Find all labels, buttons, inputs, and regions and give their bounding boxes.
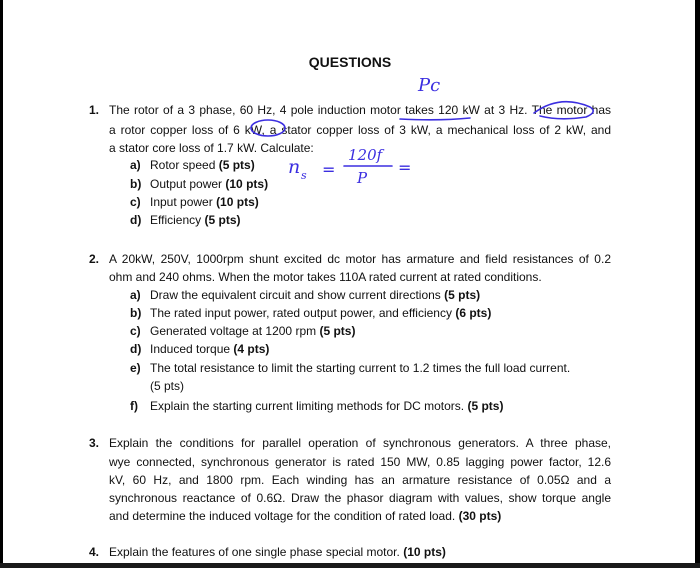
equals-sign-2: = — [398, 158, 412, 177]
right-border — [695, 0, 700, 568]
pc-annotation — [417, 75, 440, 96]
q1-item-b: b) Output power (10 pts) — [130, 177, 269, 191]
ns-subscript: s — [301, 169, 307, 182]
q1-item-d: d) Efficiency (5 pts) — [130, 213, 241, 227]
q1-item-c: c) Input power (10 pts) — [130, 195, 259, 209]
q4-line: Explain the features of one single phase special motor. (10 pts) — [109, 545, 446, 559]
q2-number: 2. — [89, 252, 100, 266]
q3-line-1: Explain the conditions for parallel operation of synchronous generators. A three phase, — [109, 436, 611, 450]
q2-item-f: f) Explain the starting current limiting methods for DC motors. (5 pts) — [130, 399, 504, 413]
q3-line-4: synchronous reactance of 0.6Ω. Draw the phasor diagram with values, show torque angle — [109, 491, 611, 505]
q2-item-e-pts: (5 pts) — [150, 379, 185, 393]
page-title: QUESTIONS — [308, 54, 392, 70]
ns-label: n — [288, 156, 301, 178]
q3-line-2: wye connected, synchronous generator is rated 150 MW, 0.85 lagging power factor, 12.6 — [109, 455, 611, 469]
q1-number: 1. — [89, 103, 100, 117]
denominator-p: P — [357, 169, 368, 187]
q3-number: 3. — [89, 436, 100, 450]
q2-item-d: d) Induced torque (4 pts) — [130, 342, 270, 356]
q2-item-b: b) The rated input power, rated output power, and efficiency (6 pts) — [130, 306, 492, 320]
left-border — [0, 0, 3, 568]
q3-line-3: kV, 60 Hz, and 1800 rpm. Each winding has an armature resistance of 0.05Ω and a — [109, 473, 611, 487]
q2-line-2: ohm and 240 ohms. When the motor takes 110A rated current at rated conditions. — [109, 270, 542, 284]
pc-label: Pc — [418, 75, 441, 96]
q3-line-5: and determine the induced voltage for the condition of rated load. (30 pts) — [109, 509, 502, 523]
q2-item-e: e) The total resistance to limit the starting current to 1.2 times the full load current. — [130, 361, 571, 375]
numerator-120f: 120f — [348, 146, 383, 164]
q1-line-1: The rotor of a 3 phase, 60 Hz, 4 pole induction motor takes 120 kW at 3 Hz. The motor has — [109, 103, 611, 117]
q2-item-c: c) Generated voltage at 1200 rpm (5 pts) — [130, 324, 356, 338]
q1-line-3: a stator core loss of 1.7 kW. Calculate: — [109, 141, 314, 155]
bottom-border — [0, 563, 700, 568]
q2-item-a: a) Draw the equivalent circuit and show current directions (5 pts) — [130, 288, 481, 302]
equals-sign-1: = — [322, 160, 336, 179]
q4-number: 4. — [89, 545, 100, 559]
underline-takes — [400, 118, 470, 120]
q1-line-2: a rotor copper loss of 6 kW, a stator copper loss of 3 kW, a mechanical loss of 2 kW, and — [109, 123, 611, 137]
q1-item-a: a) Rotor speed (5 pts) — [130, 158, 255, 172]
q2-line-1: A 20kW, 250V, 1000rpm shunt excited dc motor has armature and field resistances of 0.2 — [109, 252, 611, 266]
